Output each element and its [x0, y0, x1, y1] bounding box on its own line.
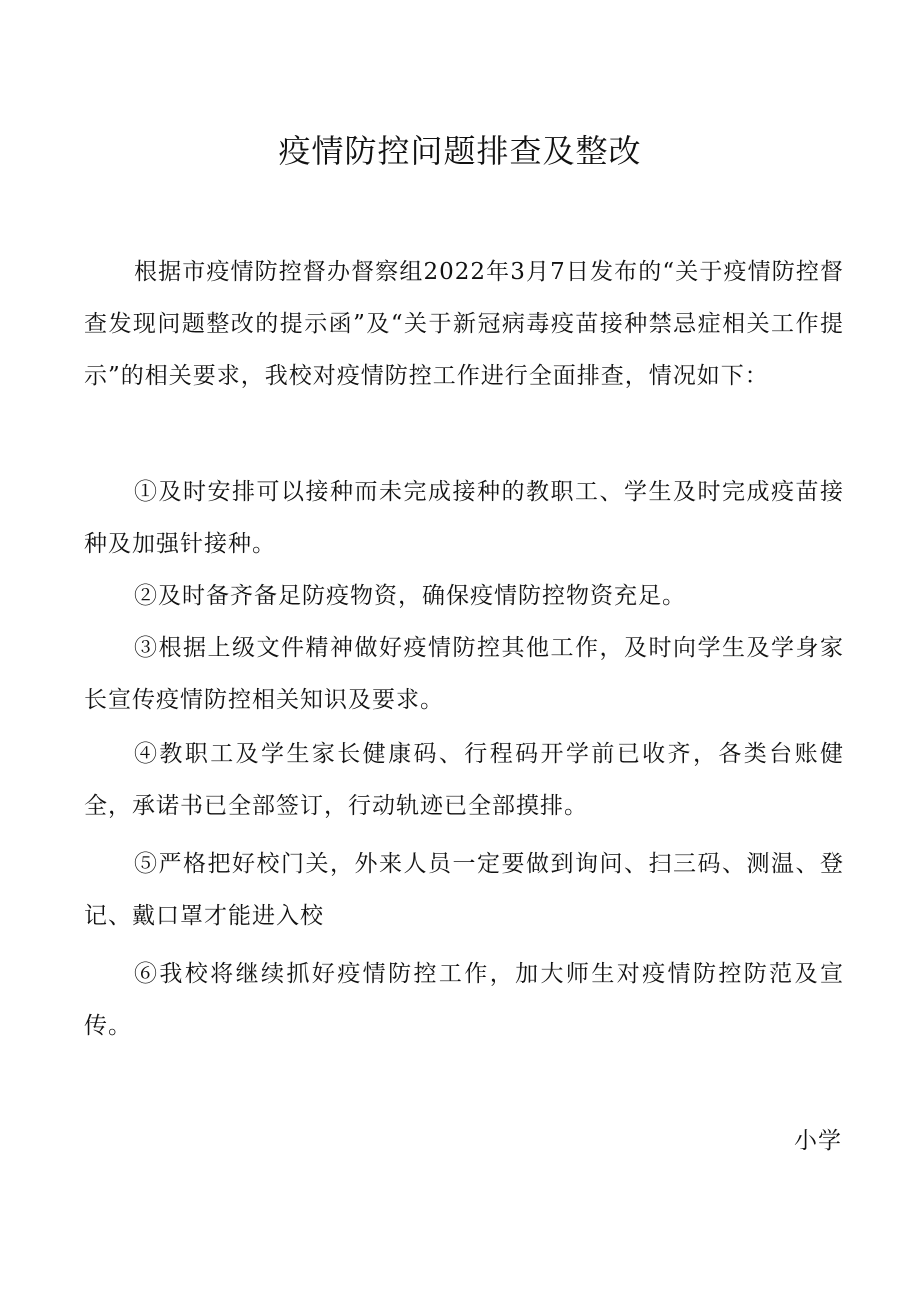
item-paragraph-2: ②及时备齐备足防疫物资，确保疫情防控物资充足。 [134, 583, 686, 609]
signature: 小学 [794, 1128, 842, 1154]
intro-paragraph: 根据市疫情防控督办督察组2022年3月7日发布的“关于疫情防控督查发现问题整改的提示函”及“关于新冠病毒疫苗接种禁忌症相关工作提示”的相关要求，我校对疫情防控工作进行全面排查，情况如下： [84, 259, 844, 389]
item-paragraph-4: ④教职工及学生家长健康码、行程码开学前已收齐，各类台账健全，承诺书已全部签订，行动轨迹已全部摸排。 [84, 741, 844, 819]
item-paragraph-3: ③根据上级文件精神做好疫情防控其他工作，及时向学生及学身家长宣传疫情防控相关知识及要求。 [84, 635, 844, 713]
document-title: 疫情防控问题排查及整改 [278, 132, 642, 170]
item-paragraph-1: ①及时安排可以接种而未完成接种的教职工、学生及时完成疫苗接种及加强针接种。 [84, 479, 844, 557]
item-paragraph-5: ⑤严格把好校门关，外来人员一定要做到询问、扫三码、测温、登记、戴口罩才能进入校 [84, 851, 844, 929]
item-paragraph-6: ⑥我校将继续抓好疫情防控工作，加大师生对疫情防控防范及宣传。 [84, 961, 844, 1039]
